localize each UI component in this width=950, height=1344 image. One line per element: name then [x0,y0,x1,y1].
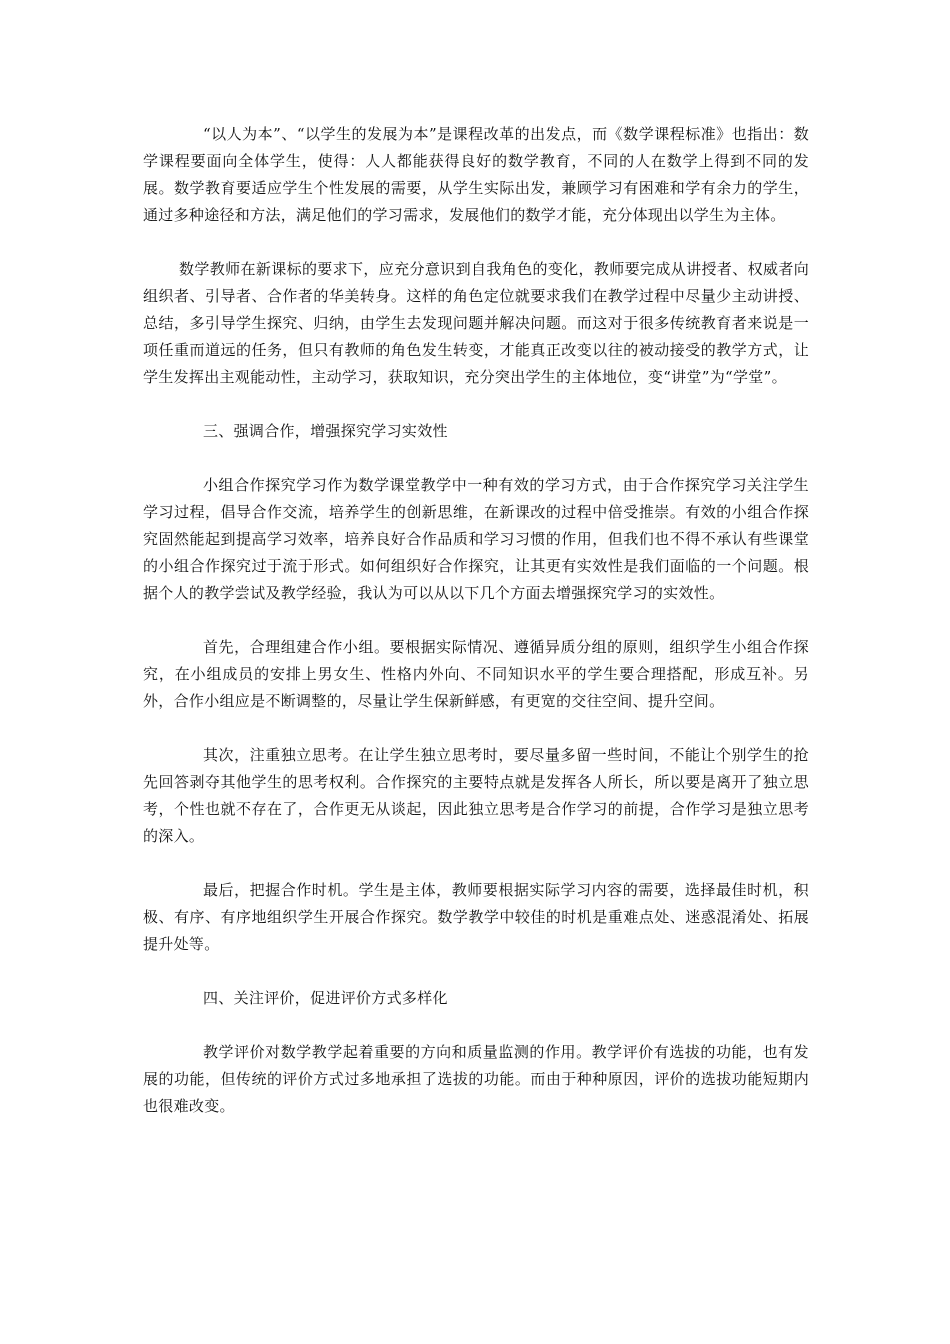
section-heading-cooperation: 三、强调合作，增强探究学习实效性 [203,422,448,440]
paragraph-teacher-role: 数学教师在新课标的要求下，应充分意识到自我角色的变化，教师要完成从讲授者、权威者向组织者、引导者、合作者的华美转身。这样的角色定位就要求我们在教学过程中尽量少主动讲授、总结，多引导学生探究、归纳，由学生去发现问题并解决问题。而这对于很多传统教育者来说是一项任重而道远的任务，但只有教师的角色发生转变，才能真正改变以往的被动接受的教学方式，让学生发挥出主观能动性，主动学习，获取知识，充分突出学生的主体地位，变“讲堂”为“学堂”。 [143,260,809,386]
paragraph-student-centered: “以人为本”、“以学生的发展为本”是课程改革的出发点，而《数学课程标准》也指出：数学课程要面向全体学生，使得：人人都能获得良好的数学教育，不同的人在数学上得到不同的发展。数学教育要适应学生个性发展的需要，从学生实际出发，兼顾学习有困难和学有余力的学生，通过多种途径和方法，满足他们的学习需求，发展他们的数学才能，充分体现出以学生为主体。 [143,125,809,224]
paragraph-group-inquiry: 小组合作探究学习作为数学课堂教学中一种有效的学习方式，由于合作探究学习关注学生学习过程，倡导合作交流，培养学生的创新思维，在新课改的过程中倍受推崇。有效的小组合作探究固然能起到提高学习效率，培养良好合作品质和学习习惯的作用，但我们也不得不承认有些课堂的小组合作探究过于流于形式。如何组织好合作探究，让其更有实效性是我们面临的一个问题。根据个人的教学尝试及教学经验，我认为可以从以下几个方面去增强探究学习的实效性。 [143,476,809,602]
paragraph-last-timing: 最后，把握合作时机。学生是主体，教师要根据实际学习内容的需要，选择最佳时机，积极、有序、有序地组织学生开展合作探究。数学教学中较佳的时机是重难点处、迷惑混淆处、拓展提升处等。 [143,881,809,953]
document-body [143,121,809,1147]
paragraph-second-thinking: 其次，注重独立思考。在让学生独立思考时，要尽量多留一些时间，不能让个别学生的抢先回答剥夺其他学生的思考权利。合作探究的主要特点就是发挥各人所长，所以要是离开了独立思考，个性也就不存在了，合作更无从谈起，因此独立思考是合作学习的前提，合作学习是独立思考的深入。 [143,746,809,845]
section-heading-evaluation: 四、关注评价，促进评价方式多样化 [203,989,448,1007]
paragraph-evaluation: 教学评价对数学教学起着重要的方向和质量监测的作用。教学评价有选拔的功能，也有发展的功能，但传统的评价方式过多地承担了选拔的功能。而由于种种原因，评价的选拔功能短期内也很难改变。 [143,1043,809,1115]
paragraph-first-grouping: 首先，合理组建合作小组。要根据实际情况、遵循异质分组的原则，组织学生小组合作探究，在小组成员的安排上男女生、性格内外向、不同知识水平的学生要合理搭配，形成互补。另外，合作小组应是不断调整的，尽量让学生保新鲜感，有更宽的交往空间、提升空间。 [143,638,809,710]
